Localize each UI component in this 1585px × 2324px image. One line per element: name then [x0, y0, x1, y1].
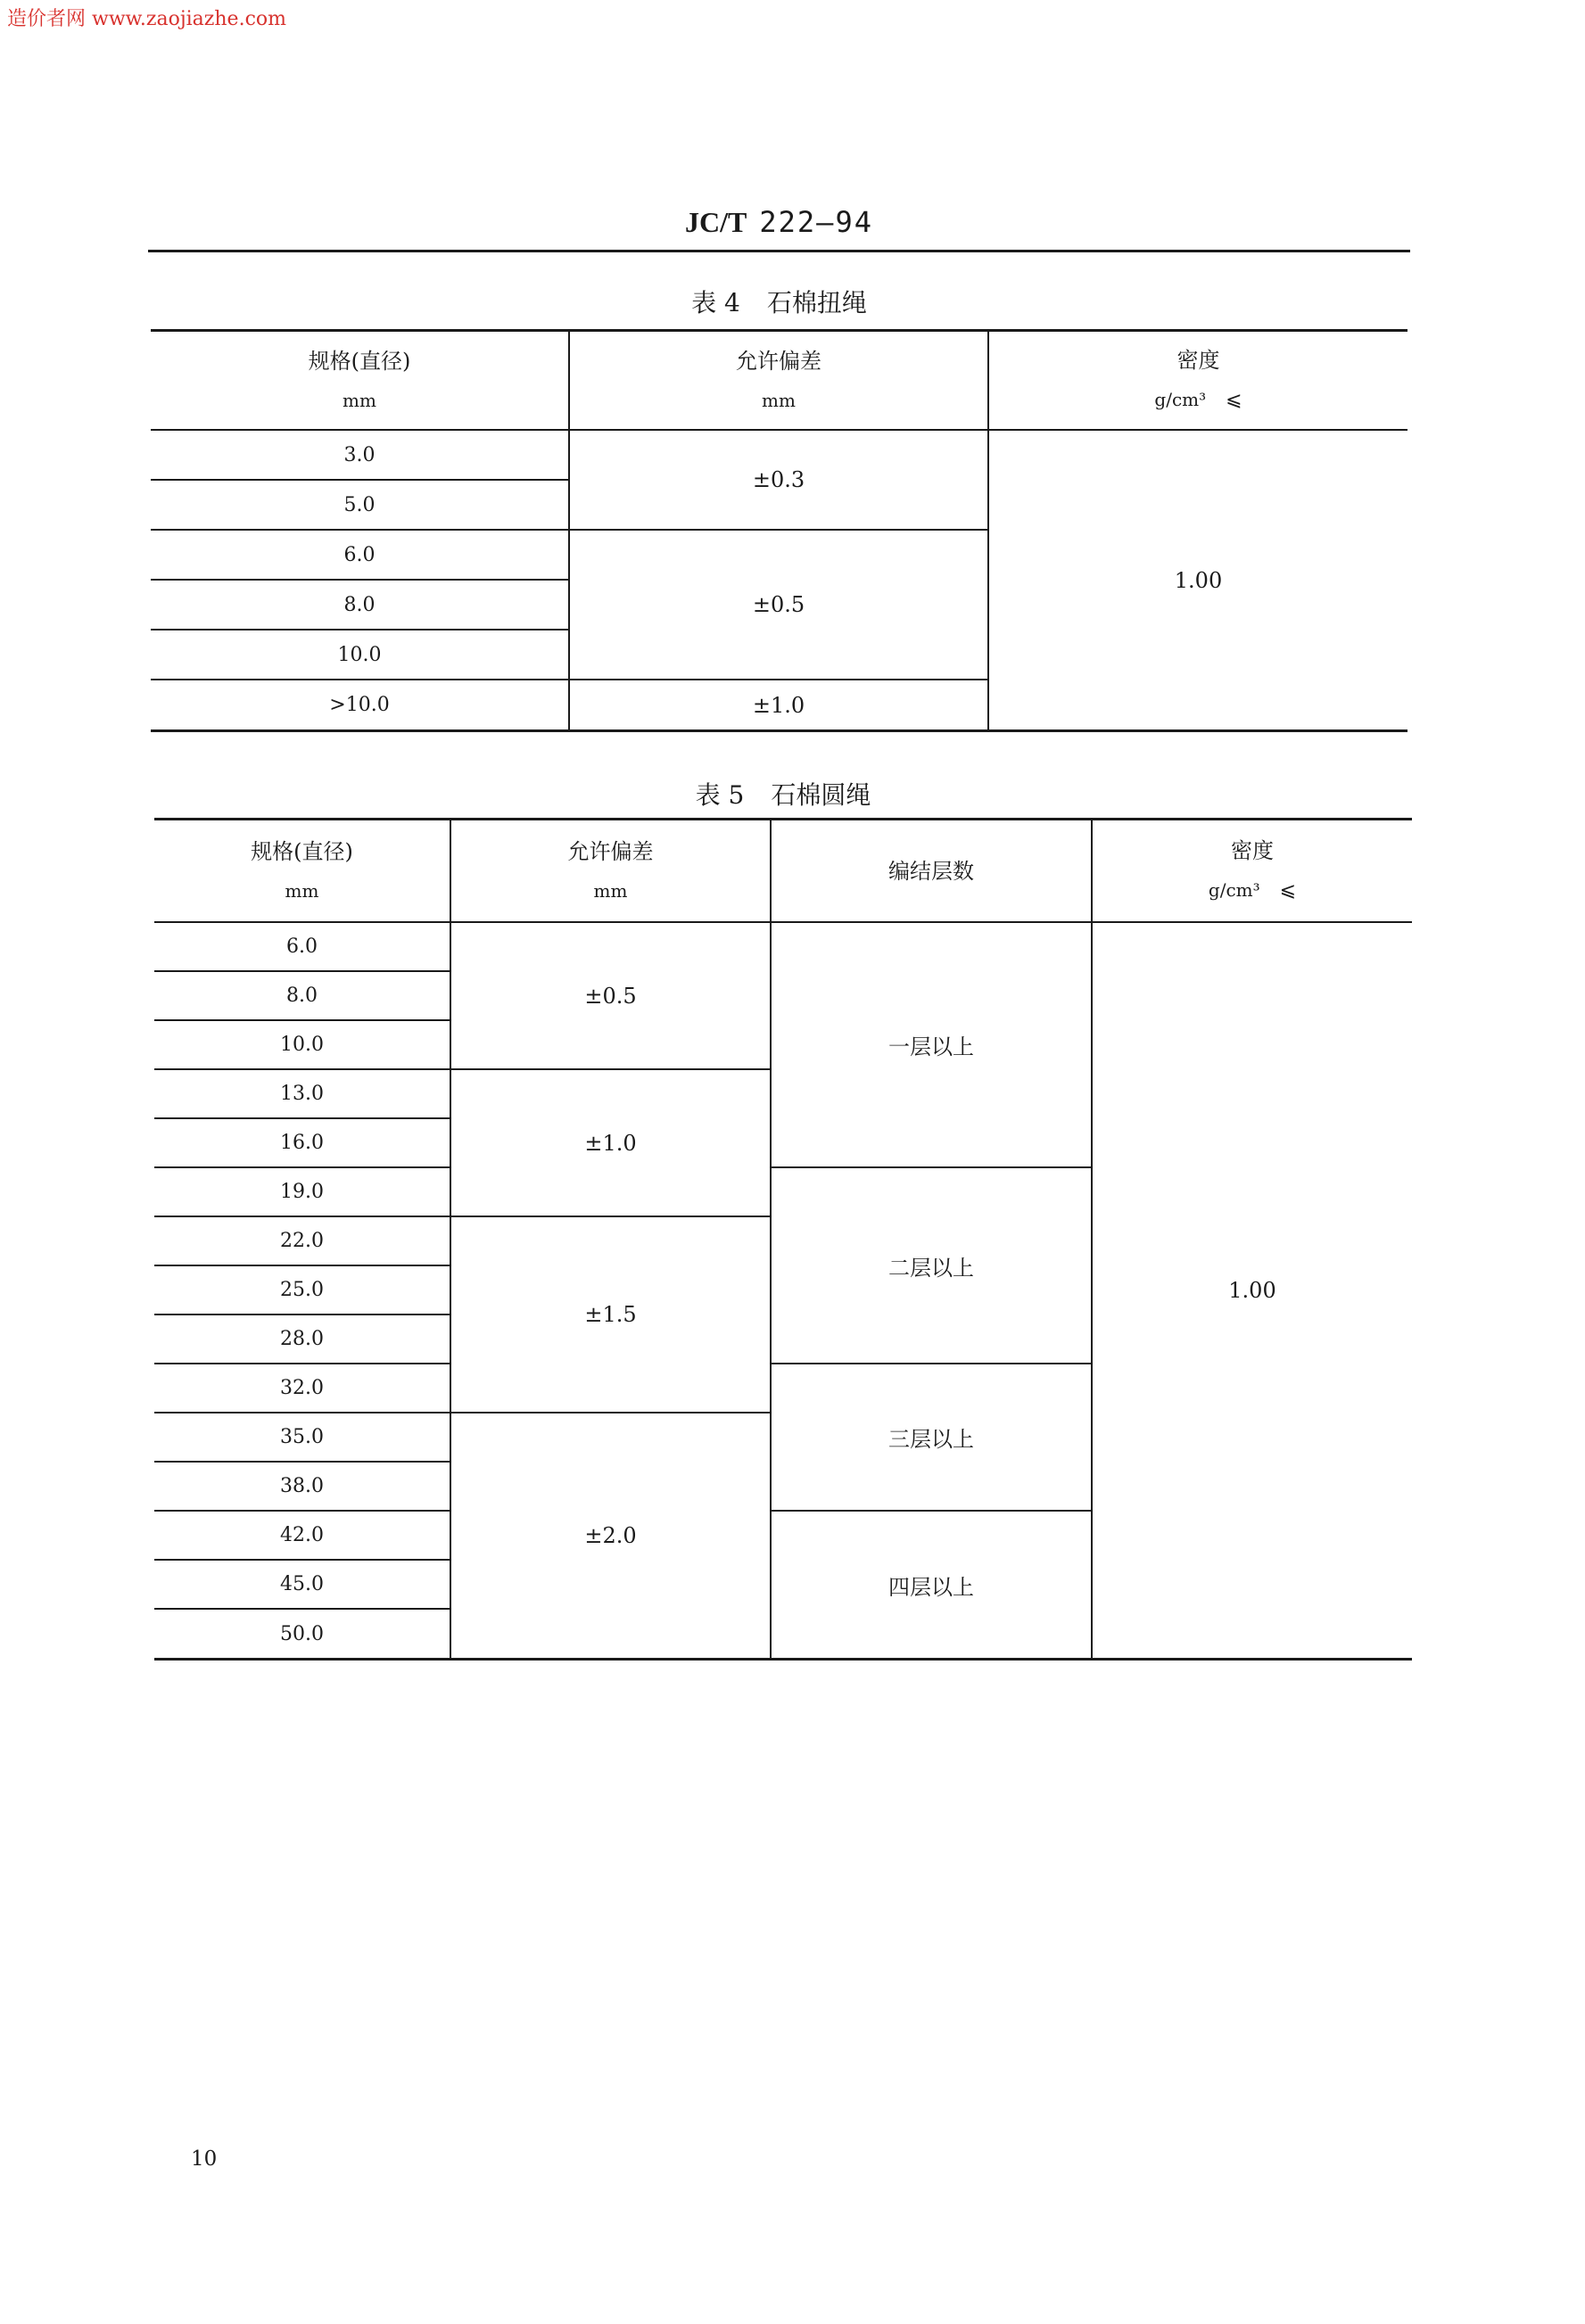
table5-diameter-cell: 6.0 — [154, 922, 450, 971]
table4-tolerance-cell: ±0.3 — [569, 430, 988, 530]
table5-header-tolerance — [450, 820, 771, 922]
table5-header-row — [154, 820, 1412, 922]
table5-title: 石棉圆绳 — [771, 780, 871, 810]
header-unit — [1093, 870, 1412, 911]
table4-diameter-cell: 10.0 — [151, 630, 569, 680]
table4-diameter-cell: 6.0 — [151, 530, 569, 580]
header-unit — [989, 380, 1408, 420]
table5-diameter-cell: 13.0 — [154, 1069, 450, 1118]
table5-diameter-cell: 32.0 — [154, 1364, 450, 1413]
table5-diameter-cell: 8.0 — [154, 971, 450, 1020]
table5-diameter-cell: 16.0 — [154, 1118, 450, 1167]
table4-caption — [151, 284, 1408, 319]
table4-diameter-cell: 8.0 — [151, 580, 569, 630]
header-unit: mm — [343, 389, 376, 411]
table5-tolerance-cell: ±2.0 — [450, 1413, 771, 1658]
header-unit: mm — [762, 389, 796, 411]
density-unit: g/cm³ — [1154, 389, 1207, 410]
header-unit: mm — [593, 879, 628, 902]
table5-diameter-cell: 42.0 — [154, 1511, 450, 1560]
table4-header-row — [151, 332, 1408, 430]
watermark: 造价者网 www.zaojiazhe.com — [7, 8, 286, 30]
table5-diameter-cell: 45.0 — [154, 1560, 450, 1609]
table4-label: 表 4 — [691, 288, 740, 317]
less-equal-symbol: ⩽ — [1226, 389, 1242, 411]
header-title: 允许偏差 — [567, 838, 654, 864]
table4-title: 石棉扭绳 — [766, 288, 867, 317]
table-row — [151, 430, 1408, 480]
table4-header-diameter — [151, 332, 569, 430]
less-equal-symbol: ⩽ — [1279, 879, 1297, 902]
table4-diameter-cell: >10.0 — [151, 680, 569, 729]
table4-diameter-cell: 3.0 — [151, 430, 569, 480]
header-unit: mm — [285, 879, 319, 902]
table5-diameter-cell: 19.0 — [154, 1167, 450, 1216]
table5-tolerance-cell: ±1.5 — [450, 1216, 771, 1413]
table4-tolerance-cell: ±0.5 — [569, 530, 988, 680]
header-title: 规格(直径) — [251, 838, 353, 864]
header-title: 规格(直径) — [308, 348, 411, 374]
standard-header — [148, 205, 1410, 239]
table5-diameter-cell: 25.0 — [154, 1265, 450, 1314]
table-row — [154, 922, 1412, 971]
table5-caption — [154, 776, 1412, 812]
table5-layers-cell: 一层以上 — [771, 922, 1092, 1167]
table5-header-density — [1092, 820, 1412, 922]
header-title: 密度 — [1176, 348, 1220, 373]
header-rule — [148, 250, 1410, 252]
table5-label: 表 5 — [695, 780, 745, 810]
header-title: 编结层数 — [888, 858, 974, 884]
standard-prefix: JC/T — [685, 206, 747, 238]
table5-diameter-cell: 28.0 — [154, 1314, 450, 1364]
table4-density-cell: 1.00 — [988, 430, 1408, 729]
table5 — [154, 818, 1412, 1661]
table5-tolerance-cell: ±0.5 — [450, 922, 771, 1069]
table5-header-layers — [771, 820, 1092, 922]
header-title: 允许偏差 — [736, 348, 821, 374]
table4-header-tolerance — [569, 332, 988, 430]
page-number: 10 — [191, 2147, 218, 2171]
table5-layers-cell: 三层以上 — [771, 1364, 1092, 1511]
table5-header-diameter — [154, 820, 450, 922]
table5-layers-cell: 四层以上 — [771, 1511, 1092, 1658]
table5-density-cell: 1.00 — [1092, 922, 1412, 1658]
standard-number: 222—94 — [759, 205, 873, 239]
table5-diameter-cell: 35.0 — [154, 1413, 450, 1462]
table5-tolerance-cell: ±1.0 — [450, 1069, 771, 1216]
table5-diameter-cell: 50.0 — [154, 1609, 450, 1658]
header-title: 密度 — [1231, 838, 1274, 863]
table5-diameter-cell: 10.0 — [154, 1020, 450, 1069]
table4-header-density — [988, 332, 1408, 430]
table5-diameter-cell: 22.0 — [154, 1216, 450, 1265]
table4-tolerance-cell: ±1.0 — [569, 680, 988, 729]
table5-diameter-cell: 38.0 — [154, 1462, 450, 1511]
density-unit: g/cm³ — [1208, 879, 1260, 901]
table4-diameter-cell: 5.0 — [151, 480, 569, 530]
table4 — [151, 329, 1408, 732]
table5-layers-cell: 二层以上 — [771, 1167, 1092, 1364]
